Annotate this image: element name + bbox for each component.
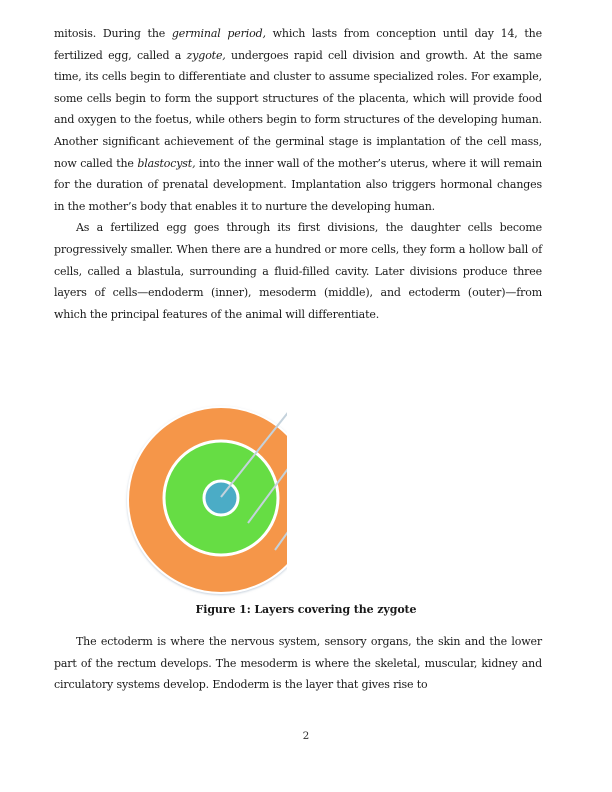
figure-caption: Figure 1: Layers covering the zygote [195, 603, 417, 616]
zygote-layers-figure [120, 400, 290, 600]
page-number: 2 [302, 730, 310, 742]
body-text-bottom [54, 631, 542, 696]
body-text-top [54, 23, 542, 325]
paragraph-cell-division: As a fertilized egg goes through its first divisions, the daughter cells become progressively smaller. When there are a hundred or more cells, they form a hollow ball of cells, called a blastula, surrounding a fluid-filled cavity. Later divisions produce three layers of cells—endoderm (inner), mesoderm (middle), and ectoderm (outer)—from which the principal features of the animal will differentiate. [54, 221, 542, 321]
concentric-layers-diagram [120, 400, 290, 600]
endoderm-layer [204, 481, 238, 515]
italic-term-zygote: zygote, [186, 48, 226, 62]
text-segment: mitosis. During the [54, 27, 172, 40]
text-segment: which lasts from conception until day 14, the fertilized egg, called a [54, 27, 542, 62]
paragraph-germinal-period [54, 23, 542, 217]
italic-term-germinal-period: germinal period, [171, 27, 266, 40]
paragraph-germ-layers: The ectoderm is where the nervous system, sensory organs, the skin and the lower part of the rectum develops. The mesoderm is where the skeletal, muscular, kidney and circulatory systems develop. Endoderm is the layer that gives rise to [54, 635, 542, 692]
text-segment: undergoes rapid cell division and growth. At the same time, its cells begin to differentiate and cluster to assume specialized roles. For example, some cells begin to form the support structures of the placenta, which will provide food and oxygen to the foetus, while others begin to form structures of the developing human. Another significant achievement of the germinal stage is implantation of the cell mass, now called the [54, 48, 542, 170]
text-segment: into the inner wall of the mother’s uterus, where it will remain for the duration of prenatal development. Implantation also triggers hormonal changes in the mother’s body that enables it to nurture the developing human. [54, 156, 543, 213]
italic-term-blastocyst: blastocyst, [137, 156, 196, 170]
